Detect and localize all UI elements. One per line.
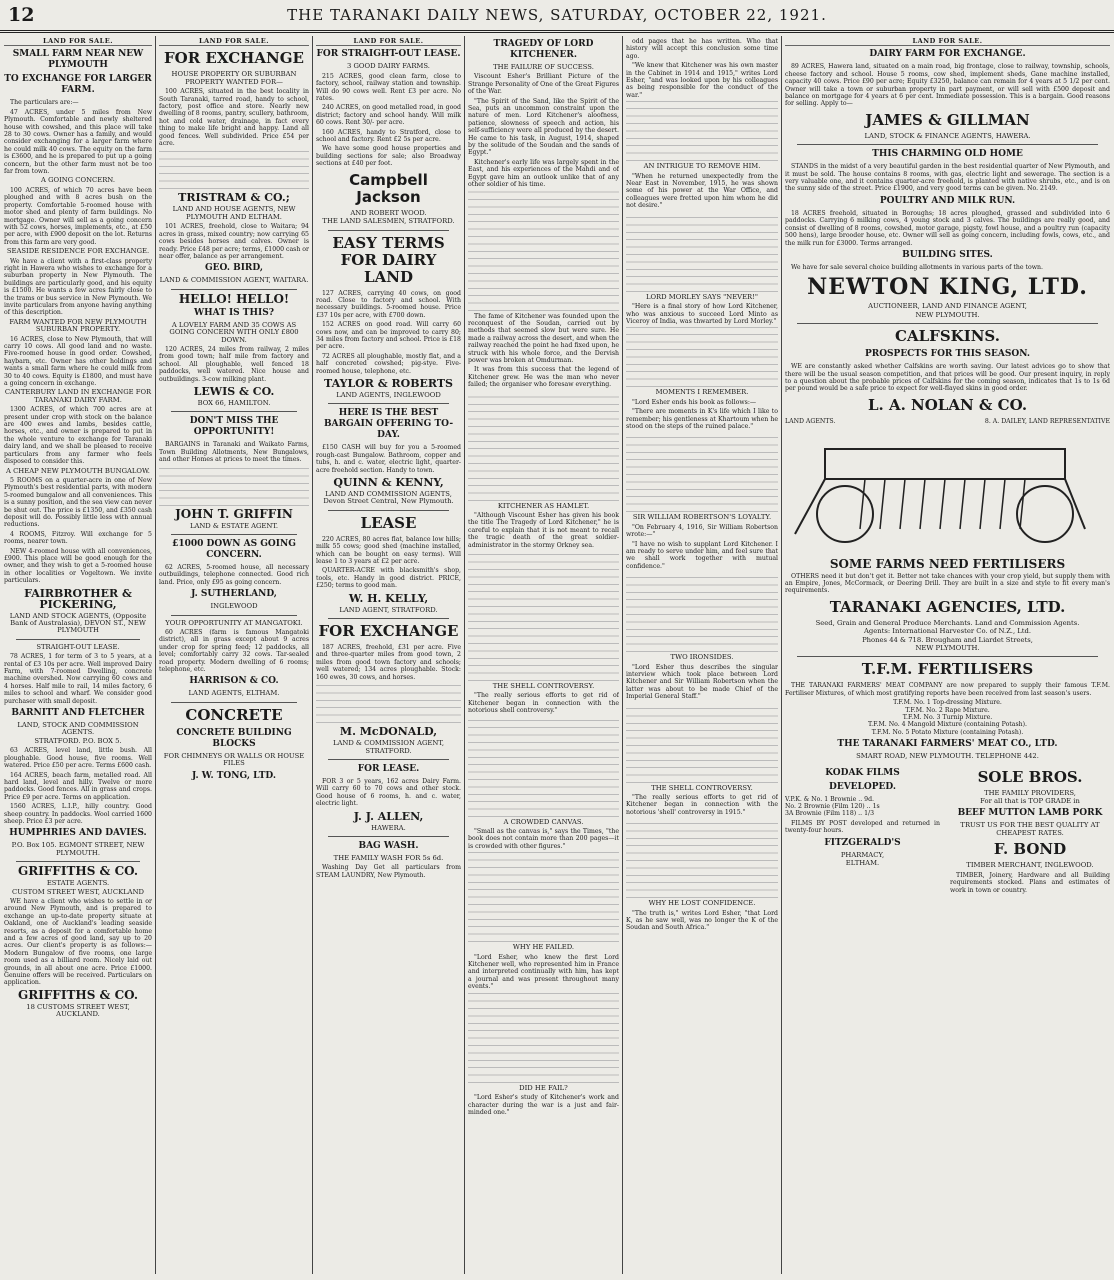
agent-address: INGLEWOOD [210, 602, 258, 611]
ad-heading: WHAT IS THIS? [194, 307, 274, 318]
agent-address: LAND AGENTS. [785, 417, 836, 425]
ad-text: 152 ACRES on good road. Will carry 60 cows now, and can be improved to carry 80; 34 miles from factory and school. Price is £18 per acre. [316, 321, 461, 351]
meat-list: BEEF MUTTON LAMB PORK [957, 808, 1103, 819]
ad-heading: FOR EXCHANGE [318, 622, 459, 641]
article-text: "The really serious efforts to get rid of Kitchener began in connection with the notorious shell controversy." [468, 692, 619, 715]
newspaper-title: THE TARANAKI DAILY NEWS, SATURDAY, OCTOBER 22, 1921. [287, 6, 827, 24]
agent-address: LAND AGENTS, INGLEWOOD [336, 390, 441, 399]
article-text: "When he returned unexpectedly from the Near East in November, 1915, he was shown some of his power at the War Office, and colleagues were fretted upon him whom he did not desire." [626, 172, 778, 210]
illegible-text [468, 191, 619, 311]
ad-subheading: CANTERBURY LAND IN EXCHANGE FOR TARANAKI DAIRY FARM. [4, 388, 152, 404]
ad-heading: BAG WASH. [358, 840, 419, 851]
column-rule [464, 36, 465, 1274]
masthead [0, 0, 1114, 33]
agent-name: J. W. TONG, LTD. [191, 770, 277, 781]
ad-text: Washing Day Get all particulars from STEAM LAUNDRY, New Plymouth. [316, 864, 461, 879]
divider [171, 289, 297, 290]
article-text: "The really serious efforts to get rid of Kitchener began in connection with the notorious 'shell' controversy in 1915." [626, 794, 778, 816]
ad-text: We have for sale several choice building allotments in various parts of the town. [791, 263, 1043, 271]
ad-text: 4 ROOMS, Fitzroy. Will exchange for 5 rooms, nearer town. [4, 530, 152, 546]
agent-name: SOLE BROS. [977, 767, 1083, 786]
article-text: Viscount Esher's Brilliant Picture of the Strange Personality of One of the Great Figures of the War. [468, 73, 619, 96]
article-subheadline: THE FAILURE OF SUCCESS. [493, 63, 594, 71]
article-text: "The truth is," writes Lord Esher, "that Lord K, as he saw well, was no longer the K of the Soudan and South Africa." [626, 909, 778, 932]
ad-text: 60 ACRES (farm is famous Mangatoki district), all in grass except about 9 acres under crop for spring feed; 12 paddocks, all level; comfortably carry 32 cows. Tar-sealed road property. Modern dwelling of 6 rooms; telephone, etc. [159, 629, 309, 674]
agent-address: LAND AND STOCK AGENTS, (Opposite Bank of Australasia), DEVON ST., NEW PLYMOUTH [9, 611, 147, 635]
article-subheadline: WHY HE FAILED. [512, 943, 575, 952]
article-subheadline: SIR WILLIAM ROBERTSON'S LOYALTY. [632, 513, 772, 522]
agent-address: STRATFORD. P.O. BOX 5. [34, 736, 122, 745]
ad-text: 63 ACRES, level land, little bush. All ploughable. Good house, five rooms. Well watered. Price £50 per acre. Terms £600 cash. [4, 747, 152, 770]
ad-heading: THIS CHARMING OLD HOME [872, 149, 1023, 160]
ad-text: 164 ACRES, beach farm, metalled road. All hard land, level and hilly. Twelve or more paddocks. Good fences. All in grass and crops. Price £9 per acre. Terms on application. [4, 771, 152, 801]
divider [171, 702, 297, 703]
section-heading: LAND FOR SALE. [316, 38, 461, 46]
ad-heading: KODAK FILMS [825, 767, 900, 778]
article-text: "Small as the canvas is," says the Times, "the book does not contain more than 200 pages—it is crowded with other figures." [468, 828, 619, 850]
ad-subheading: SEASIDE RESIDENCE FOR EXCHANGE. [6, 247, 150, 256]
column-2 [159, 36, 309, 1274]
illegible-text [626, 818, 778, 898]
price-line: 3A Brownie (Film 118) .. 1/3 [785, 810, 875, 818]
agent-name: HARRISON & CO. [189, 676, 279, 687]
ad-text: 187 ACRES, freehold, £31 per acre. Five and three-quarter miles from good town, 2 miles from good town factory and schools; well watered; 134 acres ploughable. Stock: 160 ewes, 30 cows, and horses. [316, 644, 461, 681]
divider [797, 144, 1098, 145]
article-text: "Lord Esher's study of Kitchener's work and character during the war is a just and fair-minded one." [468, 1094, 619, 1116]
illegible-text [468, 852, 619, 942]
ad-text: 215 ACRES, good clean farm, close to factory, school, railway station and township. Will do 90 cows well. Rent £3 per acre. No rates. [316, 72, 461, 103]
article-text: "We knew that Kitchener was his own master in the Cabinet in 1914 and 1915," writes Lord Esher, "and was looked upon by his colleagues as being responsible for the conduct of the war." [626, 62, 778, 99]
divider [797, 323, 1098, 324]
agent-name: QUINN & KENNY, [333, 476, 444, 489]
ad-heading: £1000 DOWN AS GOING CONCERN. [172, 539, 296, 560]
divider [171, 615, 297, 616]
article-text: "On February 4, 1916, Sir William Robertson wrote:—" [626, 523, 778, 539]
ad-heading: DAIRY FARM FOR EXCHANGE. [869, 49, 1026, 60]
agent-name: FAIRBROTHER & PICKERING, [24, 586, 132, 611]
agent-name: LEWIS & CO. [193, 384, 275, 398]
column-1 [4, 36, 152, 1274]
ad-text: 100 ACRES, of which 70 acres have been ploughed and with 8 acres bush on the property. Comfortable 5-roomed house with motor shed and plenty of farm buildings. No mortgage. Owner will sell as a going concern with 52 cows, horses, implements, etc., at £50 per acre, with £900 deposit on the lot. Returns from this farm are very good. [4, 186, 152, 246]
agent-name: JAMES & GILLMAN [865, 110, 1030, 129]
agent-name: GRIFFITHS & CO. [17, 987, 139, 1002]
agent-address: LAND AND HOUSE AGENTS, NEW PLYMOUTH AND ELTHAM. [172, 205, 296, 221]
price-line: V.P.K. & No. 1 Brownie .. 9d. [785, 795, 875, 803]
ad-text: 62 ACRES, 5-roomed house, all necessary outbuildings, telephone connected. Good rich land. Price, only £95 as going concern. [159, 564, 309, 586]
agent-address: Seed, Grain and General Produce Merchants. Land and Commission Agents. [815, 618, 1080, 627]
article-text: "I have no wish to supplant Lord Kitchener. I am ready to serve under him, and feel sure that we shall work together with mutual confidence." [626, 540, 778, 570]
ad-text: 120 ACRES, 24 miles from railway, 2 miles from good town; half mile from factory and school. All ploughable, well fenced 18 paddocks, well watered. Nice house and outbuildings. 3-cow milking plant. [159, 345, 309, 383]
ad-text: WE have a client who wishes to settle in or around New Plymouth, and is prepared to exchange an up-to-date property situate at Oakland, one of Auckland's leading seaside resorts, as a deposit for a comfortable home and a few acres of good land, say up to 20 acres. Our client's property is as follows:—Modern Bungalow of five rooms, one large room used as a billiard room. Nicely laid out grounds, in all about one acre. Price £1000. Genuine offers will be received. Particulars on application. [4, 897, 152, 987]
article-text: "Lord Esher ends his book as follows:— [632, 398, 757, 406]
illegible-text [468, 993, 619, 1083]
agent-name: TRISTRAM & CO.; [178, 191, 290, 205]
illegible-text [626, 101, 778, 161]
article-subheadline: DID HE FAIL? [519, 1083, 568, 1092]
agent-address: TIMBER MERCHANT, INGLEWOOD. [966, 861, 1094, 870]
article-text: "Lord Esher, who knew the first Lord Kitchener well, who represented him in France and interpreted continually with him, has kept a journal and was present throughout many events." [468, 953, 619, 991]
agent-name: THE TARANAKI FARMERS' MEAT CO., LTD. [837, 739, 1058, 750]
agent-address: LAND, STOCK & FINANCE AGENTS, HAWERA. [864, 131, 1031, 140]
illegible-text [316, 683, 461, 723]
ad-heading: BUILDING SITES. [902, 249, 993, 260]
section-heading: LAND FOR SALE. [159, 38, 309, 46]
ad-text: We have some good house properties and building sections for sale; also Broadway sections at £40 per foot. [316, 145, 461, 168]
list-item: T.F.M. No. 5 Potato Mixture (containing Potash). [871, 728, 1024, 736]
ad-heading: EASY TERMS FOR DAIRY LAND [332, 233, 445, 286]
article-text: It was from this success that the legend of Kitchener grew. He was the man who never failed; the organiser who foresaw everything. [468, 366, 619, 389]
agent-address: NEW PLYMOUTH. [915, 310, 980, 319]
agent-address: LAND & ESTATE AGENT. [189, 521, 279, 530]
newton-king-logo: NEWTON KING, LTD. [807, 274, 1088, 301]
agent-address: Phones 44 & 718. Brougham and Liardet Streets, [862, 635, 1033, 644]
agent-address: BOX 66, HAMILTON. [197, 398, 271, 407]
agent-name: L. A. NOLAN & CO. [867, 395, 1028, 414]
illegible-text [468, 717, 619, 817]
column-3 [316, 36, 461, 1274]
agent-name: W. H. KELLY, [348, 591, 429, 605]
agent-name: JOHN T. GRIFFIN [175, 506, 293, 521]
ad-text: 101 ACRES, freehold, close to Waitara; 94 acres in grass, mixed country; now carrying 65 cows besides horses and calves. Owner is ready. Price £48 per acre; terms, £1000 cash or near offer, balance as per arrangement. [159, 223, 309, 260]
ad-text: 89 ACRES, Hawera land, situated on a main road, big frontage, close to railway, township, schools, cheese factory and school. House 5 rooms, cow shed, implement sheds, Gane machine installed, capacity 40 cows. Price £90 per acre; Equity £3250, balance can remain for 4 years at 5 1/2 per cent. Owner will take a town or suburban property in part payment, or will sell with £500 deposit and balance on mortgage for 4 years at 6 per cent. Immediate possession. This is a bargain. Good reasons for selling. Apply to— [785, 63, 1110, 108]
column-rule [781, 36, 782, 1274]
divider [328, 759, 449, 760]
agent-address: P.O. Box 105. EGMONT STREET, NEW PLYMOUTH. [11, 841, 145, 857]
ad-subheading: STRAIGHT-OUT LEASE. [36, 642, 120, 651]
ad-subheading: DEVELOPED. [829, 781, 896, 792]
ad-heading: CALFSKINS. [895, 327, 1000, 346]
ad-subheading: PROSPECTS FOR THIS SEASON. [864, 349, 1031, 360]
agent-address: CUSTOM STREET WEST, AUCKLAND [12, 887, 144, 896]
divider [171, 411, 297, 412]
article-subheadline: A CROWDED CANVAS. [503, 817, 584, 826]
article-text: "The Spirit of the Sand, like the Spirit of the Sea, puts an uncommon constraint upon the nature of men. Lord Kitchener's aloofness, patience, slowness of speech and action, his self-sufficiency were all produced by the desert. He came to his task, in August, 1914, shaped by the solitude of the Soudan and the sands of Egypt." [468, 97, 619, 157]
illegible-text [626, 212, 778, 292]
agent-address: 8. A. DAILEY, LAND REPRESENTATIVE [984, 417, 1110, 425]
agent-name: FITZGERALD'S [824, 837, 901, 848]
ad-heading: SMALL FARM NEAR NEW PLYMOUTH [12, 49, 144, 71]
ad-heading: POULTRY AND MILK RUN. [879, 195, 1016, 206]
ad-subheading: YOUR OPPORTUNITY AT MANGATOKI. [165, 618, 303, 627]
ad-text: For all that is TOP GRADE in [980, 797, 1080, 806]
ad-text: NEW 4-roomed house with all conveniences, £900. This place will be good enough for the owner, and they wish to get a 5-roomed house in other localities or Vogeltown. We invite particulars. [4, 547, 152, 585]
column-rule [155, 36, 156, 1274]
article-text: The fame of Kitchener was founded upon the reconquest of the Soudan, carried out by methods that seemed slow but were sure. He made a railway across the desert, and when the railway reached the point he had fixed upon, he struck with his whole force, and the Dervish power was broken at Omdurman. [468, 312, 619, 364]
divider [328, 510, 449, 511]
divider [797, 656, 1098, 657]
ad-text: THE TARANAKI FARMERS' MEAT COMPANY are now prepared to supply their famous T.F.M. Fertiliser Mixtures, of which most gratifying reports have been received from last season's users. [785, 682, 1110, 697]
ad-text: 18 ACRES freehold, situated in Boroughs; 18 acres ploughed, grassed and subdivided into 6 paddocks. Carrying 6 milking cows, 4 young stock and 3 calves. The buildings are really good, and consist of dwelling of 8 rooms, cowshed, motor garage, pigsty, fowl house, and a poultry run (capacity 500 hens), large brooder house, etc. Owner will sell as going concern, including fowls, cows, etc., and the milk run for £3000. Terms arranged. [785, 209, 1110, 247]
article-text: Kitchener's early life was largely spent in the East, and his experiences of the Mahdi and of Egypt gave him an outlook unlike that of any other soldier of his time. [468, 158, 619, 189]
article-subheadline: KITCHENER AS HAMLET. [497, 501, 590, 510]
page-number: 12 [8, 4, 35, 26]
ad-subheading: FOR CHIMNEYS OR WALLS OR HOUSE FILES [163, 751, 305, 768]
ad-heading: LEASE [360, 513, 417, 532]
ad-heading: HELLO! HELLO! [178, 291, 290, 306]
illegible-text [468, 391, 619, 501]
list-item: T.F.M. No. 2 Rape Mixture. [905, 706, 990, 714]
agent-name: Campbell Jackson [349, 170, 428, 206]
illegible-text [159, 149, 309, 189]
ad-text: WE are constantly asked whether Calfskins are worth saving. Our latest advices go to show that there will be the usual season competition, and that prices will be good. Our present inquiry, in reply to a question about the probable prices of Calfskins for the coming season, indicates that 1s to 1s 6d per pound would be a safe price to expect for well-flayed skins in good order. [785, 363, 1110, 393]
agent-address: Agents: International Harvester Co. of N.Z., Ltd. [863, 627, 1032, 636]
ad-heading: HERE IS THE BEST BARGAIN OFFERING TO-DAY. [323, 408, 454, 441]
ad-heading: SOME FARMS NEED FERTILISERS [829, 556, 1066, 571]
agent-address: LAND, STOCK AND COMMISSION AGENTS. [17, 721, 139, 737]
article-text: "Lord Esher thus describes the singular interview which took place between Lord Kitchener and Sir William Robertson when the latter was about to be made Chief of the Imperial General Staff." [626, 663, 778, 701]
ad-text: FILMS BY POST developed and returned in twenty-four hours. [785, 819, 940, 835]
article-subheadline: THE SHELL CONTROVERSY. [651, 783, 753, 792]
ad-subheading: A LOVELY FARM AND 35 COWS AS GOING CONCERN WITH ONLY £800 DOWN. [169, 320, 299, 344]
column-rule [622, 36, 623, 1274]
illegible-text [468, 551, 619, 681]
divider [328, 403, 449, 404]
ad-heading: FOR LEASE. [357, 763, 420, 774]
ad-text: We have a client with a first-class property right in Hawera who wishes to exchange for a suburban property in New Plymouth. The buildings are particularly good, and his equity is £1500. He wants a few acres fairly close to the trams or bus service in New Plymouth. We invite particulars from anyone having anything of this description. [4, 257, 152, 317]
agent-address: PHARMACY, [840, 850, 885, 859]
ad-text: OTHERS need it but don't get it. Better not take chances with your crop yield, but supply them with an Empire, Jones, McCormack, or Deering Drill. They are built in a size and style to fit every man's requirements. [785, 572, 1110, 595]
ad-text: £150 CASH will buy for you a 5-roomed rough-cast Bungalow. Bathroom, copper and tubs, h. and c. water, electric light, quarter-acre freehold section. Handy to town. [316, 444, 461, 474]
ad-subheading: THE FAMILY PROVIDERS, [984, 788, 1076, 797]
ad-subheading: FARM WANTED FOR NEW PLYMOUTH SUBURBAN PROPERTY. [9, 317, 147, 334]
ad-subheading: CONCRETE BUILDING BLOCKS [176, 727, 292, 749]
article-text: odd pages that he has written. Who that history will accept this conclusion some time ago. [626, 38, 778, 60]
article-subheadline: LORD MORLEY SAYS "NEVER!" [645, 292, 759, 301]
agent-address: LAND & COMMISSION AGENT, WAITARA. [159, 276, 309, 285]
article-subheadline: MOMENTS I REMEMBER. [655, 388, 749, 397]
ad-text: 5 ROOMS on a quarter-acre in one of New Plymouth's best residential parts, with modern 5-roomed bungalow and all conveniences. This is a sunny position, and the sea view can never be shut out. The price is £1350, and £350 cash deposit will do. Possibly little less with annual reductions. [4, 476, 152, 529]
section-heading: LAND FOR SALE. [785, 38, 1110, 46]
illegible-text [626, 572, 778, 652]
agent-address: LAND AND COMMISSION AGENTS, Devon Street Central, New Plymouth. [323, 490, 454, 506]
ad-subheading: A GOING CONCERN. [41, 176, 115, 185]
ad-heading: CONCRETE [185, 705, 283, 724]
agent-name: J. J. ALLEN, [353, 809, 424, 823]
column-rule [312, 36, 313, 1274]
agent-name: F. BOND [993, 840, 1067, 859]
ad-text: 78 ACRES, 1 for term of 3 to 5 years, at a rental of £3 10s per acre. Well improved Dairy Farm, with 7-roomed Dwelling, concrete machine overshed. Now carrying 60 cows and 4 horses. Half mile to rail, 14 miles factory, 6 miles to school and wharf. We consider good purchaser with small deposit. [4, 653, 152, 705]
agent-name: TAYLOR & ROBERTS [324, 376, 453, 390]
ad-text: 100 ACRES, situated in the best locality in South Taranaki, tarred road, handy to school, factory, post office and store. Nearly new dwelling of 8 rooms, pantry, scullery, bathroom, hot and cold water, drainage, in fact every thing to make life bright and happy. Land all good fences. Well subdivided. Price £54 per acre. [159, 88, 309, 148]
illegible-text [626, 327, 778, 387]
illegible-text [626, 703, 778, 783]
article-headline: TRAGEDY OF LORD KITCHENER. [493, 39, 594, 60]
article-subheadline: TWO IRONSIDES. [670, 653, 734, 662]
ad-heading: DON'T MISS THE OPPORTUNITY! [189, 416, 279, 438]
agent-name: M. McDONALD, [339, 725, 438, 739]
divider [16, 639, 140, 640]
ad-text: TIMBER, Joinery, Hardware and all Building requirements stocked. Plans and estimates of work in town or country. [950, 871, 1110, 894]
ad-heading: TO EXCHANGE FOR LARGER FARM. [4, 74, 152, 96]
ad-text: The particulars are:— [10, 99, 79, 107]
agent-address: LAND AGENT, STRATFORD. [339, 605, 438, 614]
agent-name: GRIFFITHS & CO. [17, 864, 139, 879]
divider [16, 861, 140, 862]
article-text: "There are moments in K's life which I like to remember; his gentleness at Khartoum when he stood on the steps of the ruined palace." [626, 408, 778, 430]
article-subheadline: THE SHELL CONTROVERSY. [492, 682, 595, 690]
ad-text: 127 ACRES, carrying 40 cows, on good road. Close to factory and school. With necessary buildings. 5-roomed house. Price £37 10s per acre, with £700 down. [316, 289, 461, 319]
ad-subheading: HOUSE PROPERTY OR SUBURBAN PROPERTY WANTED FOR— [171, 70, 297, 86]
article-subheadline: WHY HE LOST CONFIDENCE. [648, 899, 756, 908]
agent-address: ELTHAM. [845, 859, 880, 868]
ad-text: 160 ACRES, handy to Stratford, close to school and factory. Rent £2 5s per acre. [316, 128, 461, 144]
ad-heading: FOR EXCHANGE [164, 49, 304, 68]
divider [328, 618, 449, 619]
divider [328, 230, 449, 231]
list-item: T.F.M. No. 4 Mangold Mixture (containing Potash). [867, 721, 1028, 729]
ad-text: 1560 ACRES, L.I.P., hilly country. Good sheep country. In paddocks. Wool carried 1600 sheep. Price £3 per acre. [4, 803, 152, 825]
agent-address: AUCTIONEER, LAND AND FINANCE AGENT, [868, 302, 1027, 311]
ad-text: 16 ACRES, close to New Plymouth, that will carry 10 cows. All good land and no waste. Five-roomed house in good order. Cowshed, haybarn, etc. Owner has other holdings and wants a small farm where he could milk from 30 to 40 cows. Equity is £1800, and must have a going concern in exchange. [4, 335, 152, 388]
kodak-ad [785, 765, 940, 896]
agent-address: HAWERA. [371, 823, 406, 832]
divider [171, 534, 297, 535]
ad-heading: FOR STRAIGHT-OUT LEASE. [316, 49, 461, 60]
list-item: T.F.M. No. 3 Turnip Mixture. [902, 714, 993, 722]
ad-text: 1300 ACRES, of which 700 acres are at present under crop with stock on the balance are 400 ewes and lambs, besides cattle, horses, etc., and owner is prepared to put in the whole venture to exchange for Taranaki dairy land, and we shall be pleased to receive particulars from any farmer who feels disposed to consider this. [4, 406, 152, 466]
agent-address: 18 CUSTOMS STREET WEST, AUCKLAND. [26, 1002, 130, 1019]
ad-subheading: 3 GOOD DAIRY FARMS. [347, 62, 430, 71]
column-4 [468, 36, 619, 1274]
agent-name: HUMPHRIES AND DAVIES. [9, 828, 147, 839]
agent-address: LAND & COMMISSION AGENT, STRATFORD. [332, 739, 445, 755]
ad-subheading: A CHEAP NEW PLYMOUTH BUNGALOW. [6, 466, 150, 475]
ad-text: BARGAINS in Taranaki and Waikato Farms, Town Building Allotments, New Bungalows, and other Homes at prices to meet the times. [159, 441, 309, 464]
price-line: No. 2 Brownie (Film 120) .. 1s [785, 803, 880, 811]
ad-text: STANDS in the midst of a very beautiful garden in the best residential quarter of New Plymouth, and it must be sold. The house contains 8 rooms, with gas, electric light and sewerage. The section is a very valuable one, and it contains quarter-acre freehold, is planted with native shrubs, etc., and is on the sunny side of the street. Price £1900, and very good terms can be given. No. 2149. [785, 163, 1110, 193]
article-text: "Here is a final story of how Lord Kitchener, who was anxious to succeed Lord Minto as Viceroy of India, was thwarted by Lord Morley." [626, 303, 778, 325]
ad-subheading: THE FAMILY WASH FOR 5s 6d. [333, 853, 444, 862]
article-text: "Although Viscount Esher has given his book the title The Tragedy of Lord Kitchener," he is careful to explain that it is not meant to recall the tragic death of the great soldier-administrator in the stormy Orkney sea. [468, 511, 619, 549]
ad-text: 220 ACRES, 80 acres flat, balance low hills; milk 55 cows; good shed (machine installed, which can be bought on easy terms). Will lease 1 to 3 years at £2 per acre. [316, 535, 461, 566]
agent-address: NEW PLYMOUTH. [915, 644, 980, 652]
ad-heading: T.F.M. FERTILISERS [861, 660, 1034, 679]
ad-text: 72 ACRES all ploughable, mostly flat, and a half concreted cowshed; pig-stye. Five-roomed house, telephone, etc. [316, 352, 461, 375]
article-subheadline: AN INTRIGUE TO REMOVE HIM. [643, 162, 761, 171]
agent-name: J. SUTHERLAND, [191, 589, 277, 600]
ad-text: 240 ACRES, on good metalled road, in good district; factory and school handy. Will milk 60 cows. Rent 30/- per acre. [316, 104, 461, 127]
ad-text: TRUST US FOR THE BEST QUALITY AT CHEAPEST RATES. [960, 821, 1100, 837]
illegible-text [626, 432, 778, 512]
list-item: T.F.M. No. 1 Top-dressing Mixture. [893, 699, 1002, 707]
butcher-ad [950, 765, 1110, 896]
column-6-7 [785, 36, 1110, 1274]
ad-text: FOR 3 or 5 years, 162 acres Dairy Farm. Will carry 60 to 70 cows and other stock. Good house of 6 rooms, h. and c. water, electric light. [316, 777, 461, 808]
agent-address: THE LAND SALESMEN, STRATFORD. [322, 217, 455, 226]
agent-address: LAND AGENTS, ELTHAM. [188, 689, 280, 698]
agent-address: ESTATE AGENTS. [46, 879, 110, 888]
ad-text: 47 ACRES, under 5 miles from New Plymouth. Comfortable and newly sheltered house with cowshed, and this place will take 28 to 30 cows. Owner has a family, and would consider exchanging for a larger farm where he could milk 40 cows. The equity on the farm is £3600, and he is prepared to put up a going concern, but the other farm must not be too far from town. [4, 108, 152, 176]
section-heading: LAND FOR SALE. [4, 38, 152, 46]
agent-address: AND ROBERT WOOD. [350, 208, 427, 217]
divider [328, 836, 449, 837]
illegible-text [159, 466, 309, 506]
agent-name: TARANAKI AGENCIES, LTD. [829, 597, 1066, 616]
column-5 [626, 36, 778, 1274]
ad-text: QUARTER-ACRE with blacksmith's shop, tools, etc. Handy in good district. PRICE, £250; terms to good man. [316, 567, 461, 590]
agent-name: BARNITT AND FLETCHER [11, 708, 145, 719]
agent-name: GEO. BIRD, [204, 263, 264, 274]
seed-drill-illustration [785, 429, 1105, 549]
agent-address: SMART ROAD, NEW PLYMOUTH. TELEPHONE 442. [856, 752, 1039, 761]
